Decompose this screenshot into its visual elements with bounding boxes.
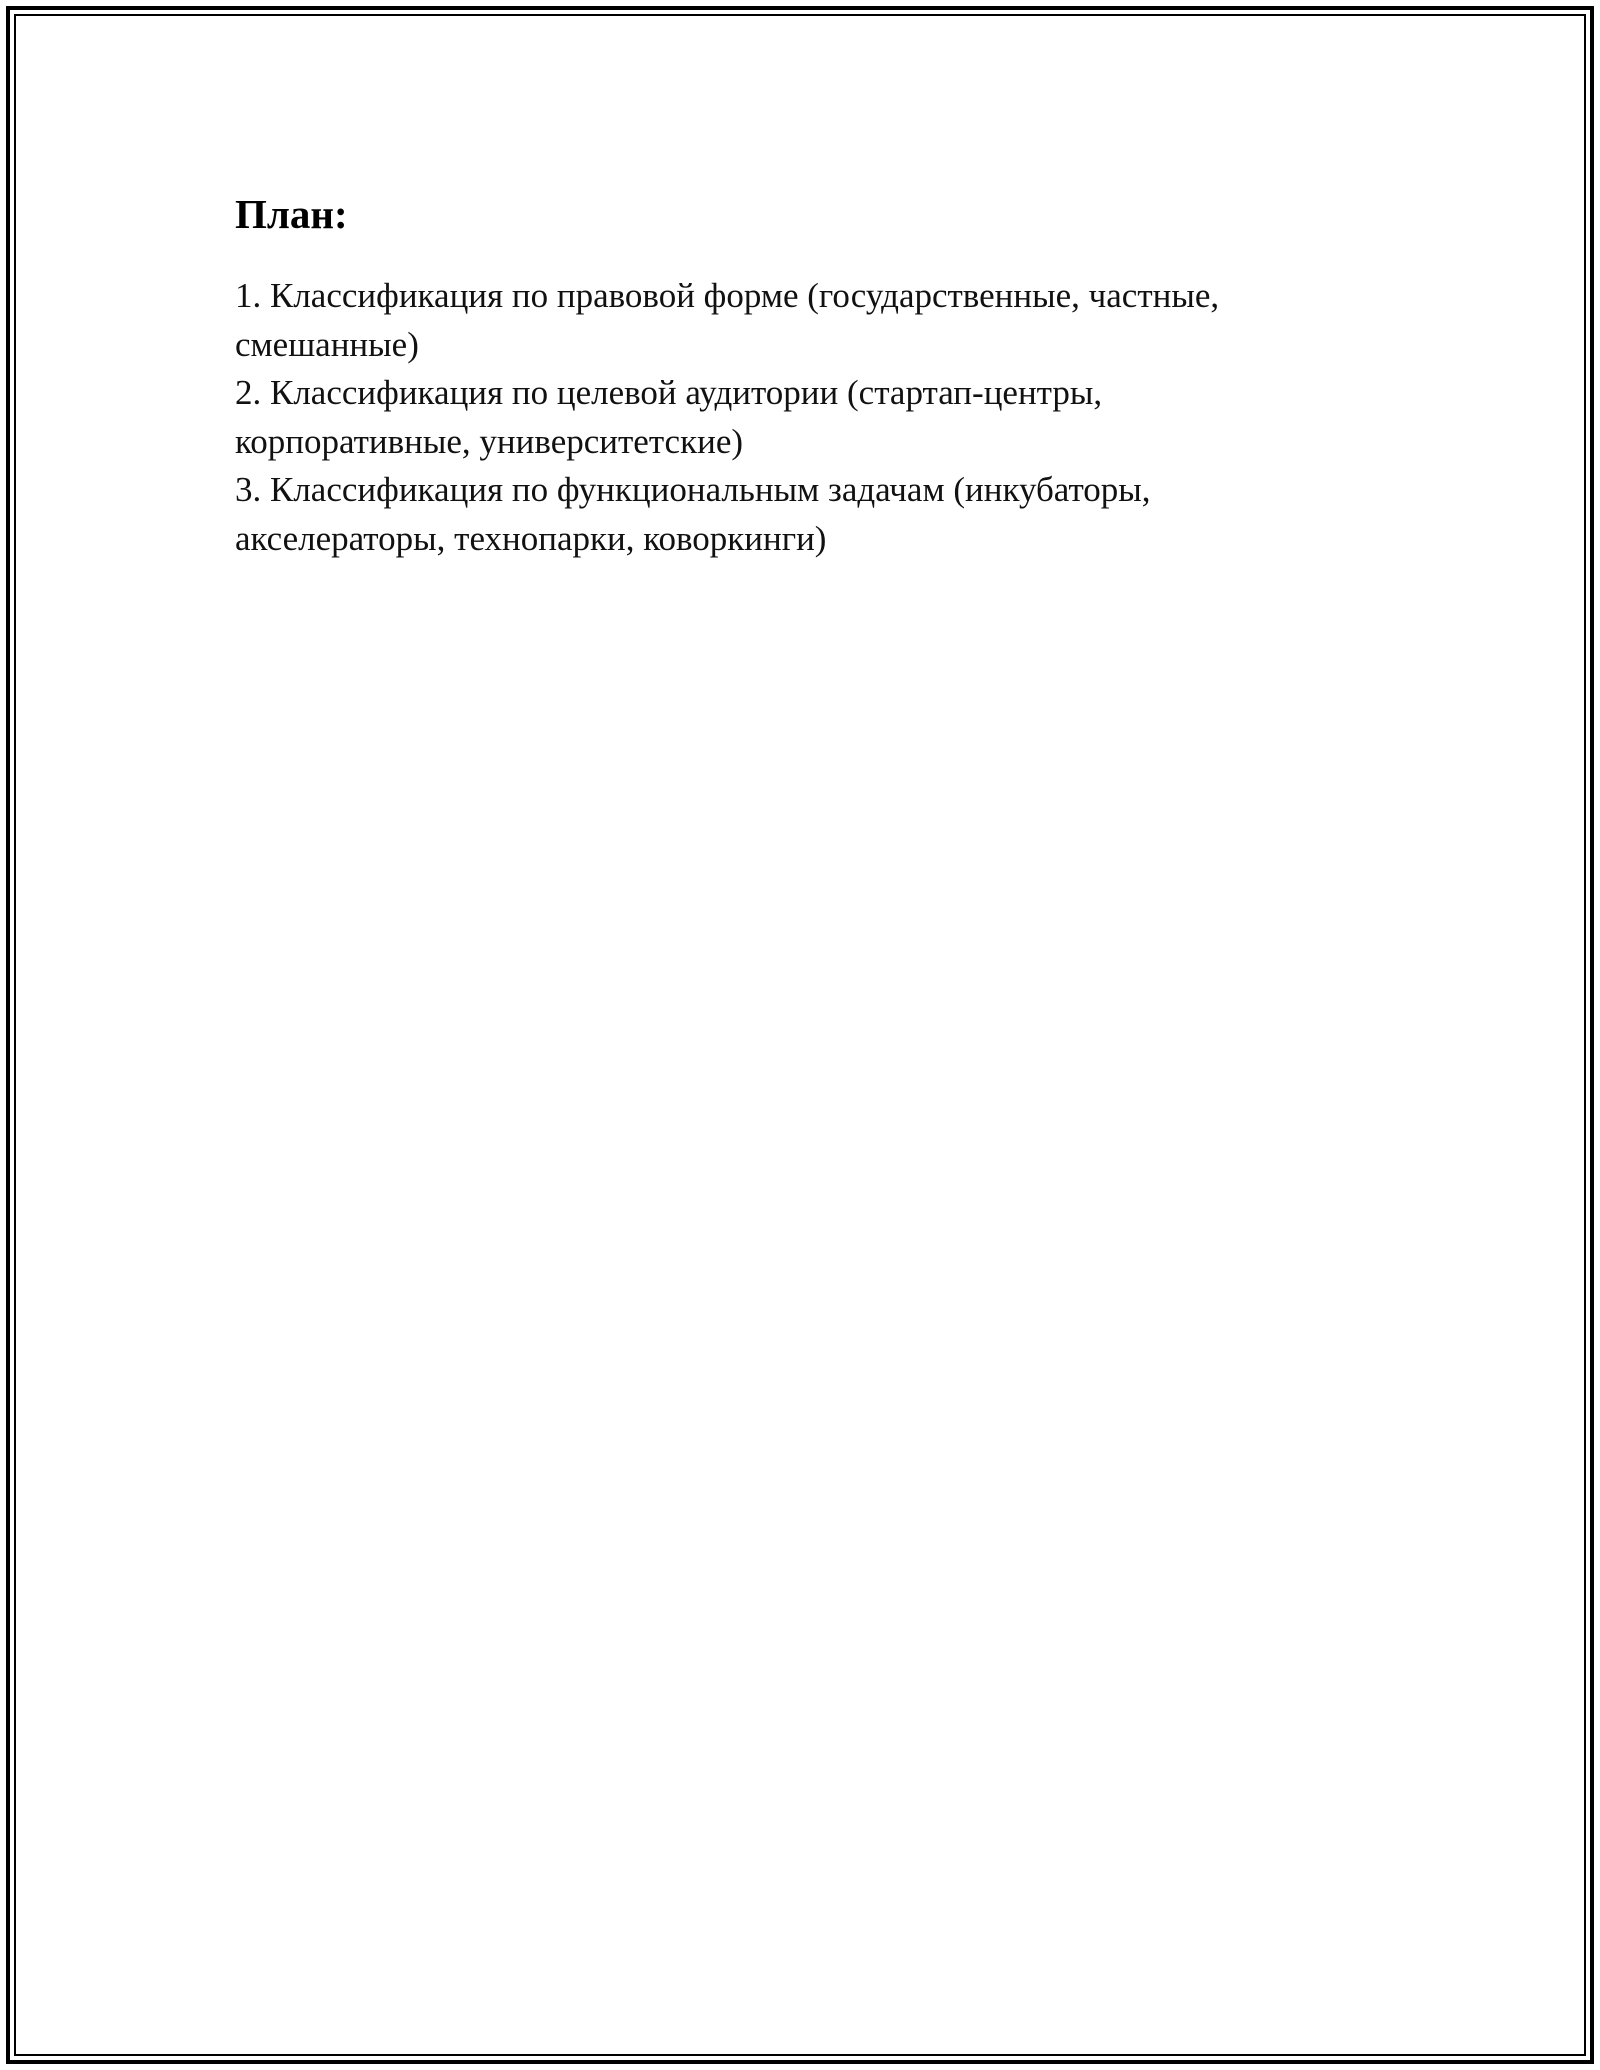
document-body xyxy=(235,186,1355,563)
plan-item-1: 1. Классификация по правовой форме (государственные, частные, смешанные) xyxy=(235,276,1220,364)
plan-list xyxy=(235,272,1315,563)
plan-item-3: 3. Классификация по функциональным задачам (инкубаторы, акселераторы, технопарки, коворкинги) xyxy=(235,470,1151,558)
plan-item-2: 2. Классификация по целевой аудитории (стартап-центры, корпоративные, университетские) xyxy=(235,373,1103,461)
page-title: План: xyxy=(235,191,348,237)
